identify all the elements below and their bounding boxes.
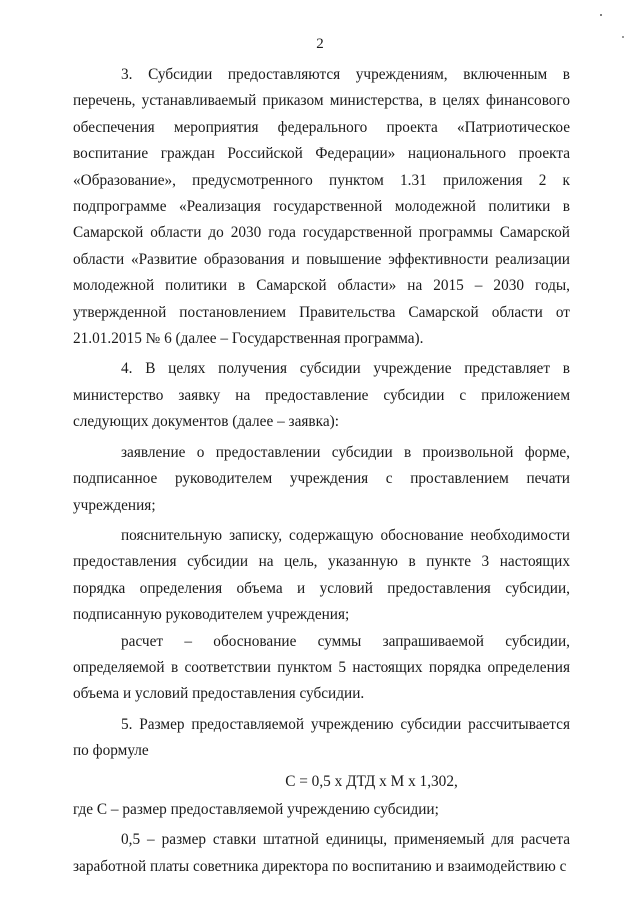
formula-definition-c: где С – размер предоставляемой учреждению субсидии; (73, 800, 439, 818)
paragraph-application: заявление о предоставлении субсидии в произвольной форме, подписанное руководителем учреждения с проставлением печати учреждения; (73, 443, 570, 514)
paragraph-5: 5. Размер предоставляемой учреждению субсидии рассчитывается по формуле (73, 715, 570, 760)
document-body (73, 62, 570, 880)
paragraph-4: 4. В целях получения субсидии учреждение представляет в министерство заявку на предоставление субсидии с приложением следующих документов (далее – заявка): (73, 360, 570, 431)
scan-speck (600, 14, 602, 16)
paragraph-calculation: расчет – обоснование суммы запрашиваемой субсидии, определяемой в соответствии пунктом 5 настоящих порядка определения объема и условий предоставления субсидии. (73, 632, 570, 703)
formula: С = 0,5 х ДТД х М х 1,302, (285, 772, 458, 790)
paragraph-3: 3. Субсидии предоставляются учреждениям, включенным в перечень, устанавливаемый приказом министерства, в целях финансового обеспечения мероприятия федерального проекта «Патриотическое воспитание граждан Российской Федерации» национального проекта «Образование», предусмотренного пунктом 1.31 приложения 2 к подпрограмме «Реализация государственной молодежной политики в Самарской области до 2030 года государственной программы Самарской области «Развитие образования и повышение эффективности реализации молодежной политики в Самарской области» на 2015 – 2030 годы, утвержденной постановлением Правительства Самарской области от 21.01.2015 № 6 (далее – Государственная программа). (73, 66, 570, 348)
page-number: 2 (316, 36, 324, 52)
paragraph-explanatory-note: пояснительную записку, содержащую обоснование необходимости предоставления субсидии на цель, указанную в пункте 3 настоящих порядка определения объема и условий предоставления субсидии, подписанную руководителем учреждения; (73, 526, 570, 624)
formula-definition-rate: 0,5 – размер ставки штатной единицы, применяемый для расчета заработной платы советника директора по воспитанию и взаимодействию с (73, 831, 570, 875)
